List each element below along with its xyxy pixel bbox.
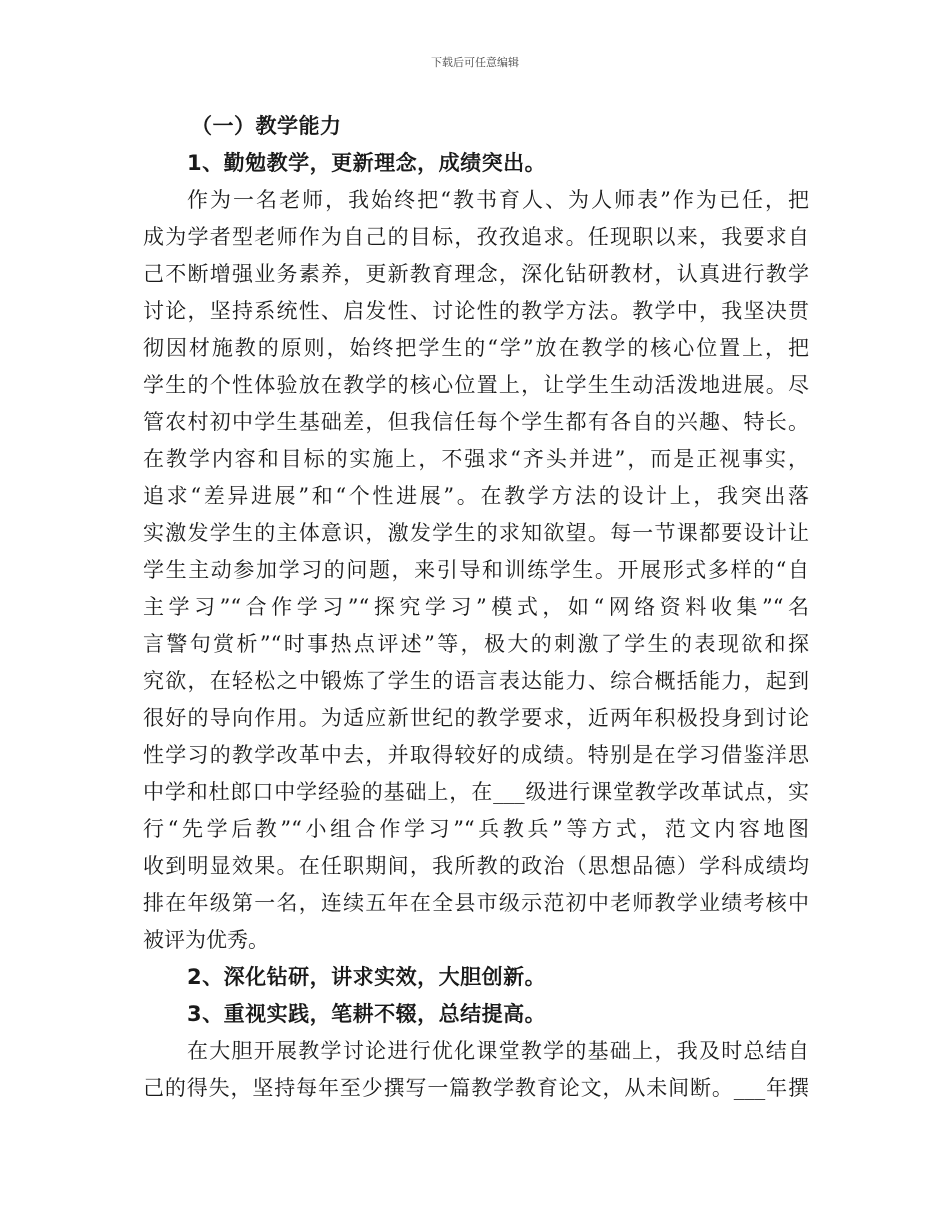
section-heading: （一）教学能力 <box>191 114 342 138</box>
paragraph-line: 排在年级第一名，连续五年在全县市级示范初中老师教学业绩考核中 <box>143 891 809 915</box>
paragraph-line: 在大胆开展教学讨论进行优化课堂教学的基础上，我及时总结自 <box>187 1039 809 1063</box>
paragraph-line: 中学和杜郎口中学经验的基础上，在___级进行课堂教学改革试点，实 <box>143 780 809 804</box>
paragraph-1 <box>143 182 809 959</box>
page-header: 下载后可任意编辑 <box>431 56 519 69</box>
paragraph-line: 主学习”“合作学习”“探究学习”模式，如“网络资料收集”“名 <box>143 595 809 619</box>
paragraph-line: 追求“差异进展”和“个性进展”。在教学方法的设计上，我突出落 <box>143 484 809 508</box>
document-body <box>143 108 809 1107</box>
item-heading-2: 2、深化钻研，讲求实效，大胆创新。 <box>187 965 547 989</box>
paragraph-line: 管农村初中学生基础差，但我信任每个学生都有各自的兴趣、特长。 <box>143 410 809 434</box>
paragraph-line: 己不断增强业务素养，更新教育理念，深化钻研教材，认真进行教学 <box>143 262 809 286</box>
item-heading-1: 1、勤勉教学，更新理念，成绩突出。 <box>187 151 547 175</box>
paragraph-line: 究欲，在轻松之中锻炼了学生的语言表达能力、综合概括能力，起到 <box>143 669 809 693</box>
paragraph-line: 很好的导向作用。为适应新世纪的教学要求，近两年积极投身到讨论 <box>143 706 809 730</box>
paragraph-line: 成为学者型老师作为自己的目标，孜孜追求。任现职以来，我要求自 <box>143 225 809 249</box>
paragraph-2 <box>143 1033 809 1107</box>
paragraph-line: 彻因材施教的原则，始终把学生的“学”放在教学的核心位置上，把 <box>143 336 809 360</box>
item-heading-3: 3、重视实践，笔耕不辍，总结提高。 <box>187 1002 547 1026</box>
paragraph-line: 被评为优秀。 <box>143 928 269 952</box>
paragraph-line: 讨论，坚持系统性、启发性、讨论性的教学方法。教学中，我坚决贯 <box>143 299 809 323</box>
paragraph-line: 性学习的教学改革中去，并取得较好的成绩。特别是在学习借鉴洋思 <box>143 743 809 767</box>
paragraph-line: 行“先学后教”“小组合作学习”“兵教兵”等方式，范文内容地图 <box>143 817 809 841</box>
paragraph-line: 作为一名老师，我始终把“教书育人、为人师表”作为已任，把 <box>187 188 809 212</box>
paragraph-line: 实激发学生的主体意识，激发学生的求知欲望。每一节课都要设计让 <box>143 521 809 545</box>
paragraph-line: 学生的个性体验放在教学的核心位置上，让学生生动活泼地进展。尽 <box>143 373 809 397</box>
paragraph-line: 收到明显效果。在任职期间，我所教的政治（思想品德）学科成绩均 <box>143 854 809 878</box>
paragraph-line: 言警句赏析”“时事热点评述”等，极大的刺激了学生的表现欲和探 <box>143 632 809 656</box>
paragraph-line: 学生主动参加学习的问题，来引导和训练学生。开展形式多样的“自 <box>143 558 809 582</box>
paragraph-line: 己的得失，坚持每年至少撰写一篇教学教育论文，从未间断。___年撰 <box>143 1076 809 1100</box>
paragraph-line: 在教学内容和目标的实施上，不强求“齐头并进”，而是正视事实， <box>143 447 809 471</box>
